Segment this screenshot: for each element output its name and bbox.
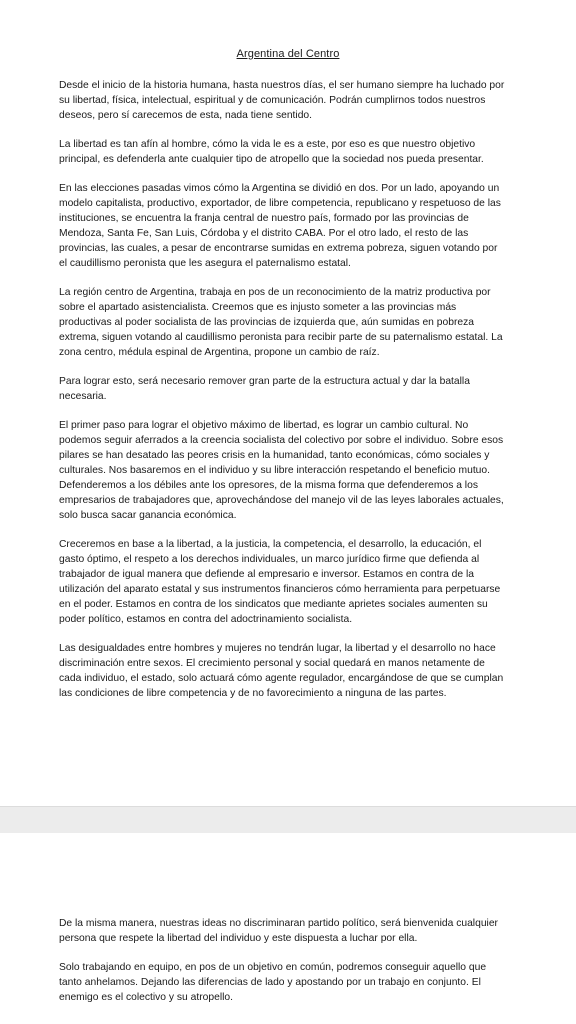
paragraph: Las desigualdades entre hombres y mujeres no tendrán lugar, la libertad y el desarrollo no hace discriminación entre sexos. El crecimiento personal y social quedará en manos netamente de cada individuo, el estado, solo actuará cómo agente regulador, encargándose de que se cumplan las condiciones de libre competencia y de no favorecimiento a ninguna de las partes. [59, 643, 504, 699]
paragraph: La región centro de Argentina, trabaja en pos de un reconocimiento de la matriz productiva por sobre el apartado asistencialista. Creemos que es injusto someter a las provincias más productivas al poder socialista de las provincias de izquierda que, aún sumidas en pobreza extrema, siguen votando al caudillismo peronista para recibir parte de su paternalismo estatal. La zona centro, médula espinal de Argentina, propone un cambio de raíz. [59, 287, 503, 358]
paragraph: La libertad es tan afín al hombre, cómo la vida le es a este, por eso es que nuestro objetivo principal, es defenderla ante cualquier tipo de atropello que la sociedad nos pueda presentar. [59, 139, 484, 165]
paragraph: Creceremos en base a la libertad, a la justicia, la competencia, el desarrollo, la educación, el gasto óptimo, el respeto a los derechos individuales, un marco jurídico firme que defienda al trabajador de igual manera que defiende al empresario e inversor. Estamos en contra de la utilización del aparato estatal y sus instrumentos financieros cómo herramienta para perpetuarse en el poder. Estamos en contra de los sindicatos que mediante aprietes sociales aumenten su poder político, estamos en contra del adoctrinamiento socialista. [59, 539, 501, 625]
paragraph: En las elecciones pasadas vimos cómo la Argentina se dividió en dos. Por un lado, apoyando un modelo capitalista, productivo, exportador, de libre competencia, republicano y respetuoso de las instituciones, se encuentra la franja central de nuestro país, formado por las provincias de Mendoza, Santa Fe, San Luis, Córdoba y el distrito CABA. Por el otro lado, el resto de las provincias, las cuales, a pesar de encontrarse sumidas en extrema pobreza, siguen votando por el caudillismo peronista que les asegura el paternalismo estatal. [59, 183, 501, 269]
page-2-body [59, 916, 507, 1019]
paragraph: El primer paso para lograr el objetivo máximo de libertad, es lograr un cambio cultural. No podemos seguir aferrados a la creencia socialista del colectivo por sobre el individuo. Sobre esos pilares se han desatado las peores crisis en la humanidad, tanto económicas, cómo sociales y culturales. Nos basaremos en el individuo y su libre interacción respetando el beneficio mutuo. Defenderemos a los débiles ante los opresores, de la misma forma que defenderemos a los empresarios de trabajadores que, aprovechándose del manejo vil de las leyes laborales actuales, solo busca sacar ganancia económica. [59, 420, 504, 521]
page-separator [0, 806, 576, 834]
paragraph: Desde el inicio de la historia humana, hasta nuestros días, el ser humano siempre ha luchado por su libertad, física, intelectual, espiritual y de comunicación. Podrán cumplirnos todos nuestros deseos, pero sí carecemos de esta, nada tiene sentido. [59, 80, 505, 121]
page-1-body [59, 78, 507, 715]
paragraph: Solo trabajando en equipo, en pos de un objetivo en común, podremos conseguir aquello que tanto anhelamos. Dejando las diferencias de lado y apostando por un trabajo en conjunto. El enemigo es el colectivo y su atropello. [59, 962, 487, 1003]
document-title: Argentina del Centro [236, 48, 340, 60]
paragraph: Para lograr esto, será necesario remover gran parte de la estructura actual y dar la batalla necesaria. [59, 376, 470, 402]
paragraph: De la misma manera, nuestras ideas no discriminaran partido político, será bienvenida cualquier persona que respete la libertad del individuo y este dispuesta a luchar por ella. [59, 918, 498, 944]
document-page-2 [0, 833, 576, 1024]
